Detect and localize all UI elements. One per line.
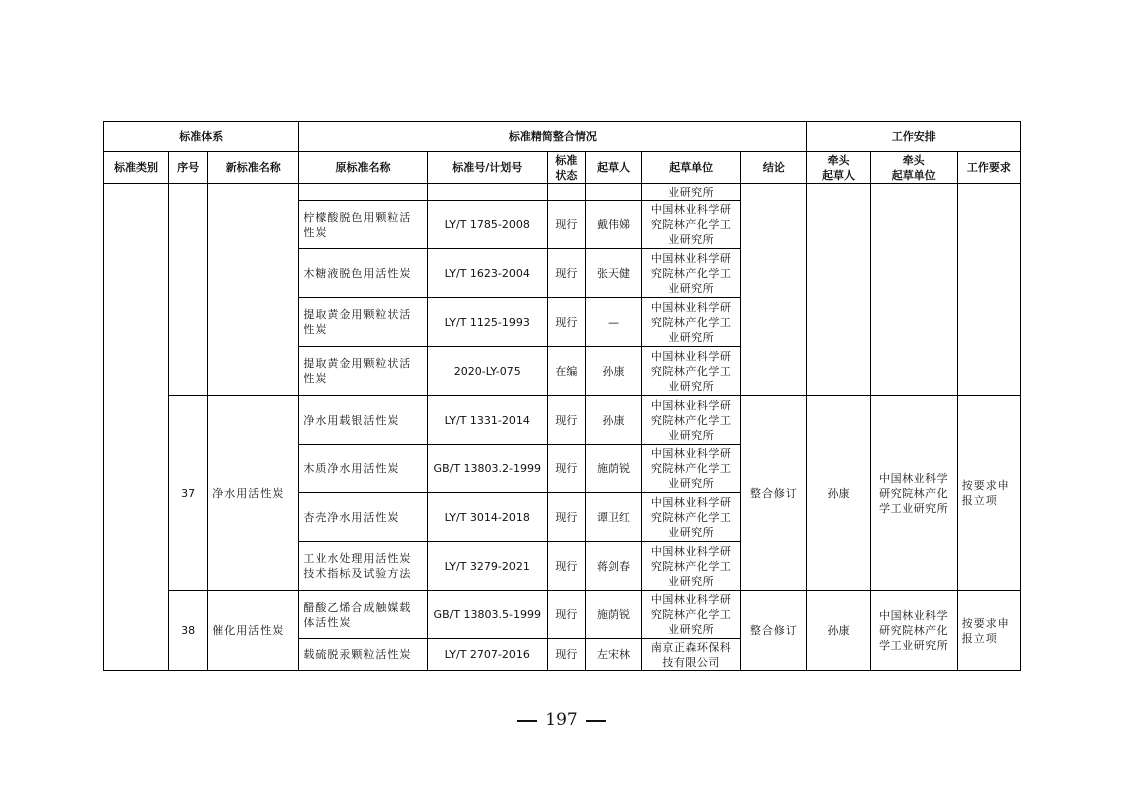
std-no-cell: LY/T 1125-1993 xyxy=(427,298,547,347)
status-cell: 现行 xyxy=(547,493,585,542)
status-cell: 现行 xyxy=(547,591,585,639)
drafter-cell: 谭卫红 xyxy=(585,493,641,542)
orig-name-cell: 醋酸乙烯合成触媒载体活性炭 xyxy=(299,591,427,639)
std-no-cell: LY/T 1331-2014 xyxy=(427,396,547,445)
table-row xyxy=(104,591,1021,639)
status-cell: 现行 xyxy=(547,201,585,249)
orig-name-cell: 柠檬酸脱色用颗粒活性炭 xyxy=(299,201,427,249)
std-no-cell: 2020-LY-075 xyxy=(427,347,547,396)
lead-drafter-cell: 孙康 xyxy=(807,396,870,591)
status-cell: 现行 xyxy=(547,639,585,671)
unit-cell: 业研究所 xyxy=(642,184,741,201)
std-no-cell: LY/T 1623-2004 xyxy=(427,249,547,298)
unit-cell: 中国林业科学研究院林产化学工业研究所 xyxy=(642,298,741,347)
drafter-cell: 孙康 xyxy=(585,396,641,445)
drafter-cell: 蒋剑春 xyxy=(585,542,641,591)
orig-name-cell: 载硫脱汞颗粒活性炭 xyxy=(299,639,427,671)
drafter-cell: 施荫锐 xyxy=(585,445,641,493)
unit-cell: 南京正森环保科技有限公司 xyxy=(642,639,741,671)
orig-name-cell: 木糖液脱色用活性炭 xyxy=(299,249,427,298)
std-no-cell xyxy=(427,184,547,201)
std-no-cell: LY/T 1785-2008 xyxy=(427,201,547,249)
unit-cell: 中国林业科学研究院林产化学工业研究所 xyxy=(642,591,741,639)
unit-cell: 中国林业科学研究院林产化学工业研究所 xyxy=(642,201,741,249)
status-cell: 现行 xyxy=(547,249,585,298)
unit-cell: 中国林业科学研究院林产化学工业研究所 xyxy=(642,542,741,591)
conclusion-cell: 整合修订 xyxy=(741,591,807,671)
group-arrangement-header: 工作安排 xyxy=(807,122,1021,152)
right-dash xyxy=(586,720,606,722)
unit-cell: 中国林业科学研究院林产化学工业研究所 xyxy=(642,347,741,396)
unit-cell: 中国林业科学研究院林产化学工业研究所 xyxy=(642,445,741,493)
col-status-header: 标准 状态 xyxy=(547,152,585,184)
orig-name-cell: 提取黄金用颗粒状活性炭 xyxy=(299,298,427,347)
drafter-cell xyxy=(585,184,641,201)
category-cell xyxy=(104,184,169,671)
unit-cell: 中国林业科学研究院林产化学工业研究所 xyxy=(642,249,741,298)
table-row xyxy=(104,396,1021,445)
col-new-name-header: 新标准名称 xyxy=(208,152,299,184)
unit-cell: 中国林业科学研究院林产化学工业研究所 xyxy=(642,493,741,542)
std-no-cell: LY/T 2707-2016 xyxy=(427,639,547,671)
table-row xyxy=(104,184,1021,201)
left-dash xyxy=(517,720,537,722)
col-drafter-header: 起草人 xyxy=(585,152,641,184)
new-name-cell: 净水用活性炭 xyxy=(208,396,299,591)
drafter-cell: 施荫锐 xyxy=(585,591,641,639)
col-lead-unit-header: 牵头 起草单位 xyxy=(870,152,957,184)
lead-unit-cell: 中国林业科学研究院林产化学工业研究所 xyxy=(870,591,957,671)
standards-table xyxy=(103,121,1021,671)
drafter-cell: 张天健 xyxy=(585,249,641,298)
col-category-header: 标准类别 xyxy=(104,152,169,184)
conclusion-cell: 整合修订 xyxy=(741,396,807,591)
lead-unit-cell xyxy=(870,184,957,396)
lead-drafter-cell: 孙康 xyxy=(807,591,870,671)
status-cell: 现行 xyxy=(547,298,585,347)
seq-cell xyxy=(169,184,208,396)
col-conclusion-header: 结论 xyxy=(741,152,807,184)
requirement-cell: 按要求申报立项 xyxy=(957,396,1020,591)
conclusion-cell xyxy=(741,184,807,396)
col-unit-header: 起草单位 xyxy=(642,152,741,184)
orig-name-cell: 工业水处理用活性炭技术指标及试验方法 xyxy=(299,542,427,591)
drafter-cell: 戴伟娣 xyxy=(585,201,641,249)
drafter-cell: — xyxy=(585,298,641,347)
drafter-cell: 孙康 xyxy=(585,347,641,396)
status-cell: 现行 xyxy=(547,396,585,445)
lead-unit-cell: 中国林业科学研究院林产化学工业研究所 xyxy=(870,396,957,591)
orig-name-cell xyxy=(299,184,427,201)
group-situation-header: 标准精简整合情况 xyxy=(299,122,807,152)
status-cell xyxy=(547,184,585,201)
new-name-cell: 催化用活性炭 xyxy=(208,591,299,671)
column-header-row xyxy=(104,152,1021,184)
col-seq-header: 序号 xyxy=(169,152,208,184)
status-cell: 在编 xyxy=(547,347,585,396)
std-no-cell: GB/T 13803.5-1999 xyxy=(427,591,547,639)
orig-name-cell: 提取黄金用颗粒状活性炭 xyxy=(299,347,427,396)
status-cell: 现行 xyxy=(547,445,585,493)
orig-name-cell: 木质净水用活性炭 xyxy=(299,445,427,493)
col-lead-drafter-header: 牵头 起草人 xyxy=(807,152,870,184)
std-no-cell: LY/T 3279-2021 xyxy=(427,542,547,591)
std-no-cell: LY/T 3014-2018 xyxy=(427,493,547,542)
col-orig-name-header: 原标准名称 xyxy=(299,152,427,184)
unit-cell: 中国林业科学研究院林产化学工业研究所 xyxy=(642,396,741,445)
orig-name-cell: 杏壳净水用活性炭 xyxy=(299,493,427,542)
new-name-cell xyxy=(208,184,299,396)
page-number: 197 xyxy=(0,710,1123,730)
requirement-cell: 按要求申报立项 xyxy=(957,591,1020,671)
col-requirement-header: 工作要求 xyxy=(957,152,1020,184)
std-no-cell: GB/T 13803.2-1999 xyxy=(427,445,547,493)
drafter-cell: 左宋林 xyxy=(585,639,641,671)
seq-cell: 37 xyxy=(169,396,208,591)
orig-name-cell: 净水用载银活性炭 xyxy=(299,396,427,445)
group-system-header: 标准体系 xyxy=(104,122,299,152)
seq-cell: 38 xyxy=(169,591,208,671)
col-std-no-header: 标准号/计划号 xyxy=(427,152,547,184)
lead-drafter-cell xyxy=(807,184,870,396)
group-header-row xyxy=(104,122,1021,152)
requirement-cell xyxy=(957,184,1020,396)
status-cell: 现行 xyxy=(547,542,585,591)
